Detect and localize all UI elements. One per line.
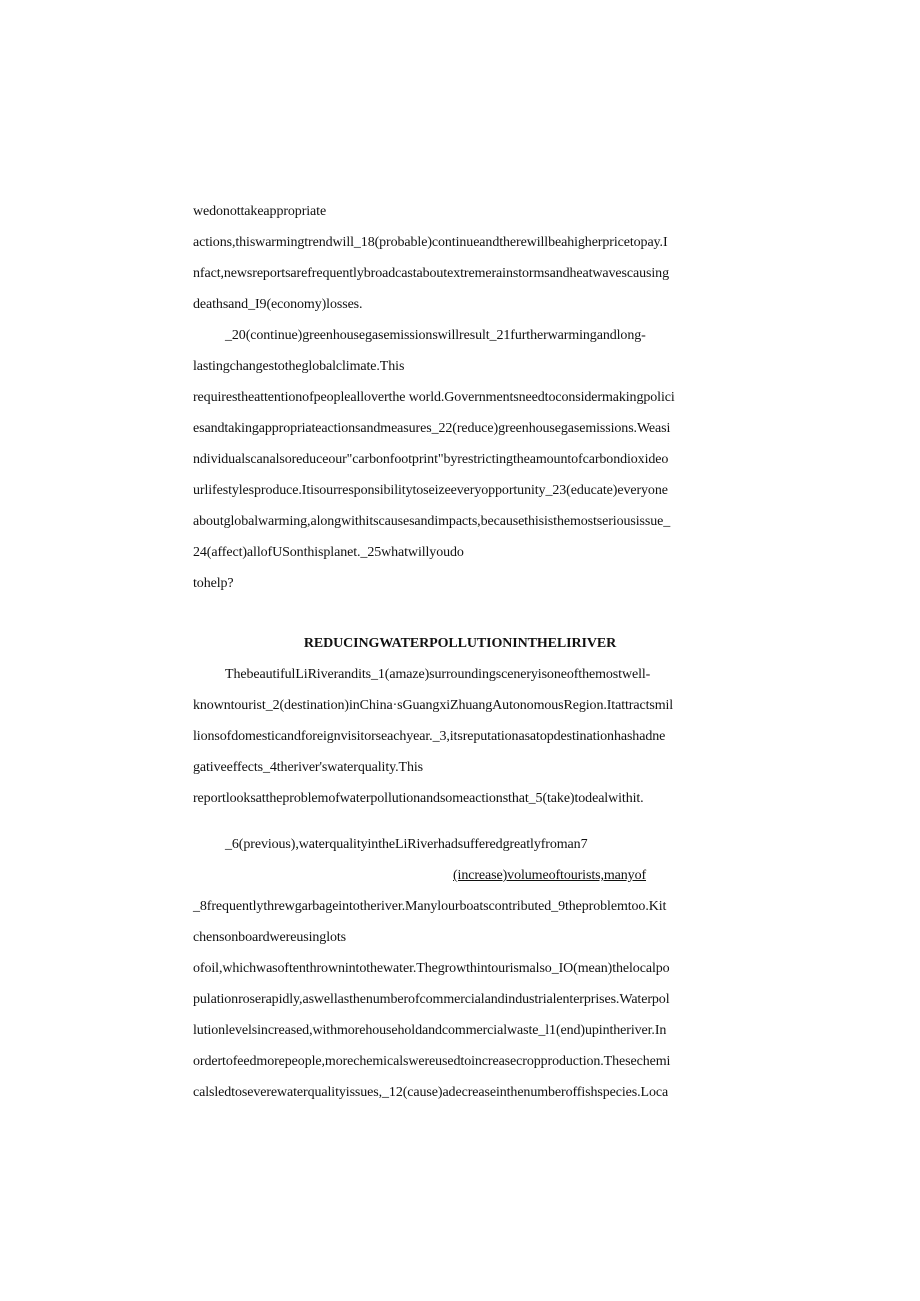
text-line: _8frequentlythrewgarbageintotheriver.Manylourboatscontributed_9theproblemtoo.Kit: [193, 899, 667, 914]
text-line: lionsofdomesticandforeignvisitorseachyear._3,itsreputationasatopdestinationhashadne: [193, 729, 666, 744]
text-line: gativeeffects_4theriver'swaterquality.This: [193, 760, 424, 775]
text-line: ordertofeedmorepeople,morechemicalswereusedtoincreasecropproduction.Thesechemi: [193, 1054, 671, 1069]
text-line: ofoil,whichwasoftenthrownintothewater.Thegrowthintourismalso_IO(mean)thelocalpo: [193, 961, 670, 976]
text-line: wedonottakeappropriate: [193, 204, 327, 219]
section-title: REDUCINGWATERPOLLUTIONINTHELIRIVER: [303, 636, 617, 651]
text-line: 24(affect)allofUSonthisplanet._25whatwillyoudo: [193, 545, 464, 560]
text-line: pulationroserapidly,aswellasthenumberofcommercialandindustrialenterprises.Waterpol: [193, 992, 670, 1007]
text-line: deathsand_I9(economy)losses.: [193, 297, 363, 312]
text-line: calsledtoseverewaterqualityissues,_12(cause)adecreaseinthenumberoffishspecies.Loca: [193, 1085, 669, 1100]
paragraph-start-line: _6(previous),waterqualityintheLiRiverhadsufferedgreatlyfroman7: [225, 837, 588, 852]
text-line: requirestheattentionofpeoplealloverthe world.Governmentsneedtoconsidermakingpolici: [193, 390, 675, 405]
text-line: lutionlevelsincreased,withmorehouseholdandcommercialwaste_l1(end)upintheriver.In: [193, 1023, 667, 1038]
paragraph-start-line: _20(continue)greenhousegasemissionswillresult_21furtherwarmingandlong-: [225, 328, 646, 343]
text-line: reportlooksattheproblemofwaterpollutionandsomeactionsthat_5(take)todealwithit.: [193, 791, 644, 806]
text-line: knowntourist_2(destination)inChina·sGuangxiZhuangAutonomousRegion.Itattractsmil: [193, 698, 674, 713]
text-line: actions,thiswarmingtrendwill_18(probable)continueandtherewillbeahigherpricetopay.I: [193, 235, 668, 250]
text-line: urlifestylesproduce.Itisourresponsibilitytoseizeeveryopportunity_23(educate)everyone: [193, 483, 668, 498]
text-line: aboutglobalwarming,alongwithitscausesandimpacts,becausethisisthemostseriousissue_: [193, 514, 671, 529]
text-line: chensonboardwereusinglots: [193, 930, 347, 945]
text-line: esandtakingappropriateactionsandmeasures_22(reduce)greenhousegasemissions.Weasi: [193, 421, 671, 436]
text-line: lastingchangestotheglobalclimate.This: [193, 359, 405, 374]
text-line: ndividualscanalsoreduceour"carbonfootprint"byrestrictingtheamountofcarbondioxideo: [193, 452, 669, 467]
text-line: tohelp?: [193, 576, 234, 591]
paragraph-start-line: ThebeautifulLiRiverandits_1(amaze)surroundingsceneryisoneofthemostwell-: [225, 667, 651, 682]
text-line: (increase)volumeoftourists,manyof: [453, 868, 647, 883]
text-line: nfact,newsreportsarefrequentlybroadcastaboutextremerainstormsandheatwavescausing: [193, 266, 669, 281]
